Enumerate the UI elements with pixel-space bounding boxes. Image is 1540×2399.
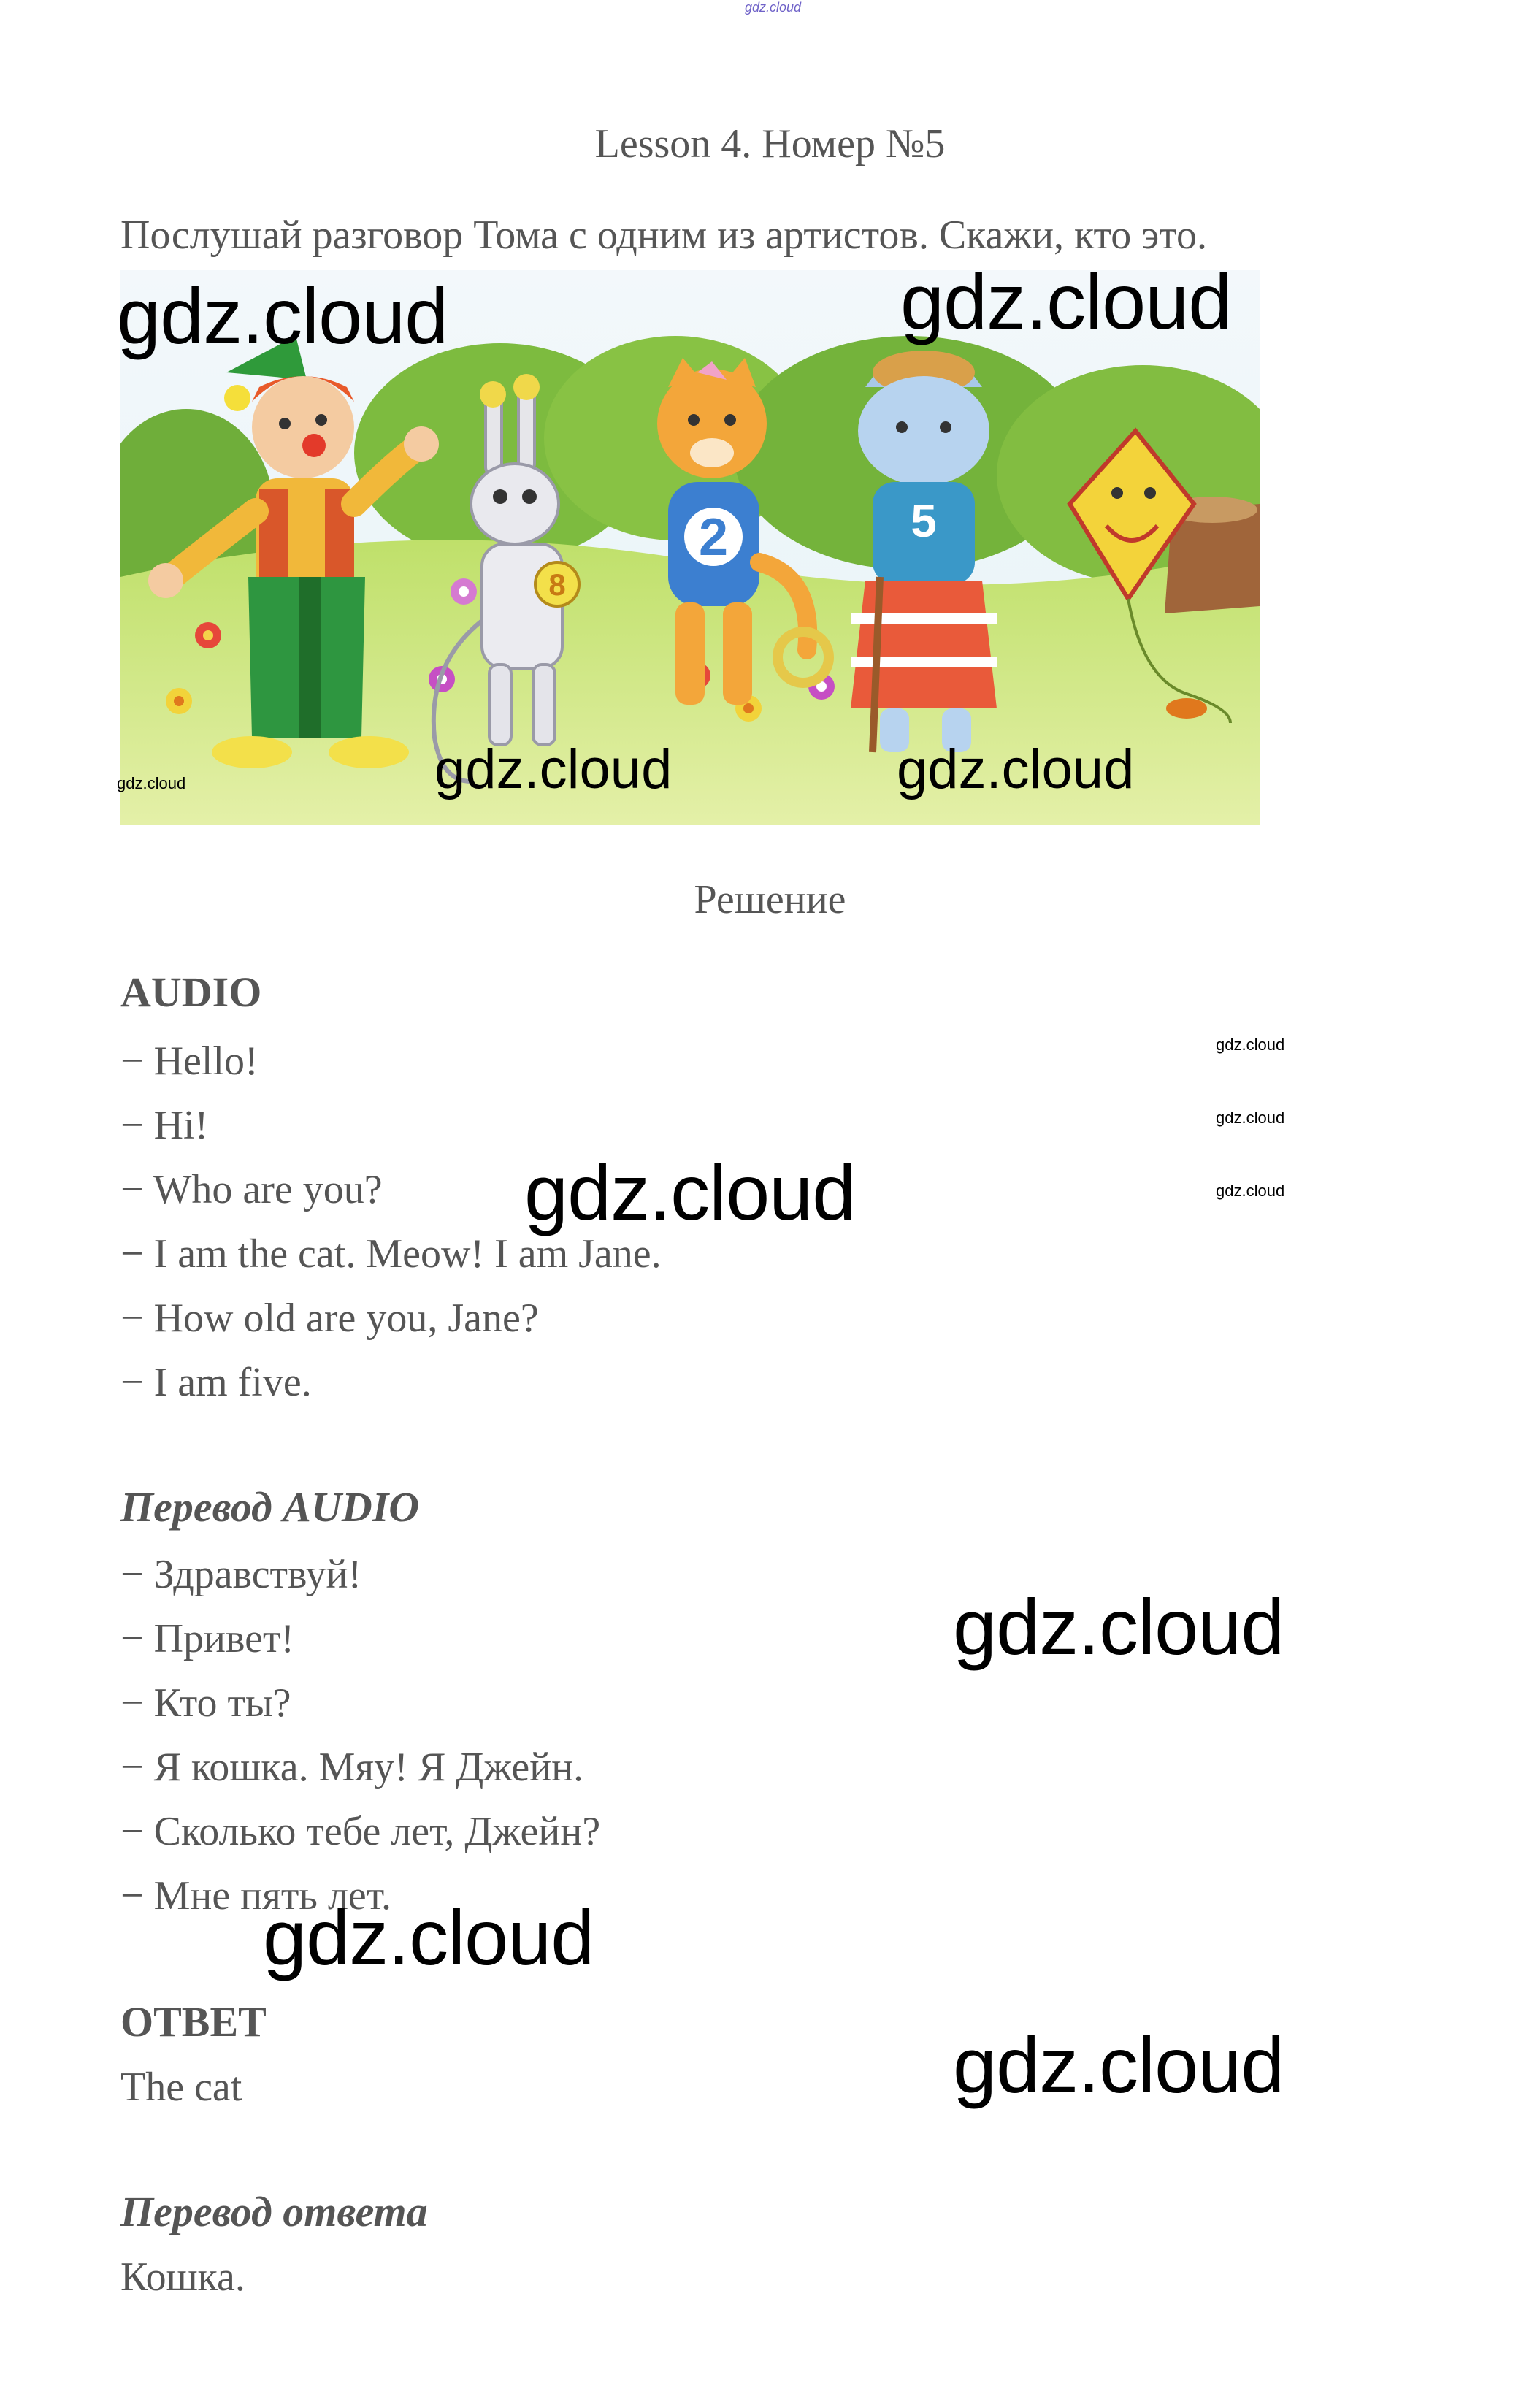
translation-line: − Мне пять лет. <box>120 1873 391 1918</box>
answer-text: The cat <box>120 2065 242 2110</box>
solution-label: Решение <box>694 877 846 922</box>
answer-translation-heading: Перевод ответа <box>120 2188 428 2235</box>
translation-line: − Я кошка. Мяу! Я Джейн. <box>120 1745 584 1790</box>
watermark: gdz.cloud <box>263 1893 594 1981</box>
tiger-badge-number: 2 <box>698 508 729 567</box>
robot-badge-number: 8 <box>548 567 566 602</box>
answer-heading: ОТВЕТ <box>120 1998 267 2046</box>
audio-line: − Hi! <box>120 1103 209 1148</box>
audio-heading: AUDIO <box>120 968 262 1016</box>
watermark: gdz.cloud <box>1216 1109 1285 1127</box>
watermark: gdz.cloud <box>117 774 186 792</box>
watermark: gdz.cloud <box>953 2021 1284 2109</box>
audio-line: − Who are you? <box>120 1167 383 1212</box>
answer-translation-text: Кошка. <box>120 2254 245 2300</box>
watermark: gdz.cloud <box>1216 1036 1285 1054</box>
cat-character <box>851 351 997 752</box>
translation-heading: Перевод AUDIO <box>120 1483 420 1531</box>
watermark: gdz.cloud <box>953 1583 1284 1671</box>
watermark: gdz.cloud <box>900 257 1232 345</box>
audio-line: − I am the cat. Meow! I am Jane. <box>120 1231 662 1277</box>
task-instruction: Послушай разговор Тома с одним из артистов. Скажи, кто это. <box>120 213 1208 258</box>
watermark: gdz.cloud <box>524 1148 856 1236</box>
top-watermark: gdz.cloud <box>745 0 802 15</box>
page-title: Lesson 4. Номер №5 <box>594 121 946 167</box>
audio-line: − How old are you, Jane? <box>120 1296 539 1341</box>
translation-line: − Привет! <box>120 1616 295 1661</box>
translation-line: − Здравствуй! <box>120 1552 362 1597</box>
watermark: gdz.cloud <box>897 738 1135 800</box>
audio-line: − I am five. <box>120 1360 312 1405</box>
cat-badge-number: 5 <box>911 494 937 547</box>
translation-line: − Сколько тебе лет, Джейн? <box>120 1809 601 1854</box>
watermark: gdz.cloud <box>434 738 673 800</box>
watermark: gdz.cloud <box>117 272 448 360</box>
watermark: gdz.cloud <box>1216 1182 1285 1200</box>
translation-line: − Кто ты? <box>120 1680 291 1726</box>
audio-line: − Hello! <box>120 1038 258 1084</box>
